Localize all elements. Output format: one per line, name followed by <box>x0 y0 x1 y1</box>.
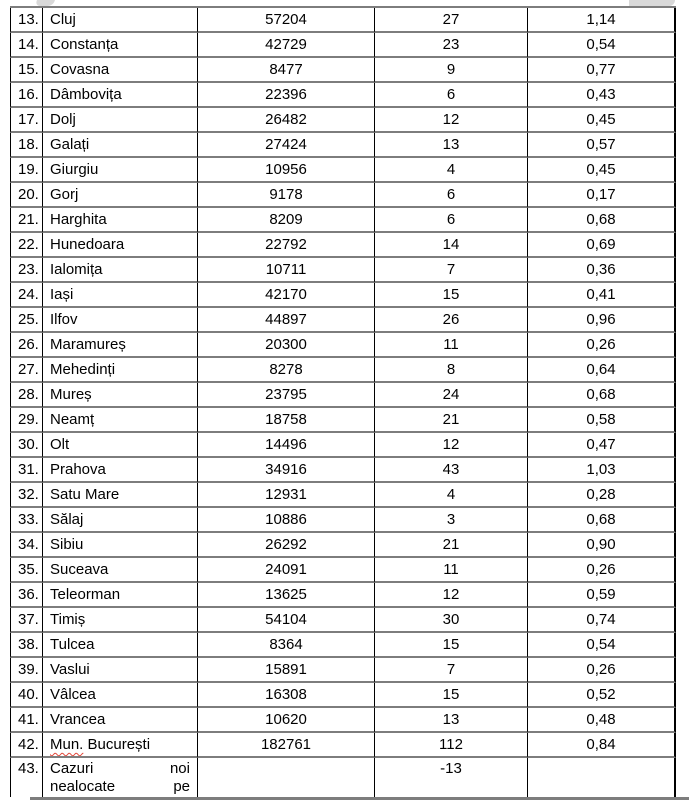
total-cases-cell: 13625 <box>198 583 375 608</box>
county-name-cell: Galați <box>43 133 198 158</box>
word: noi <box>169 760 190 777</box>
county-name-cell: Sălaj <box>43 508 198 533</box>
county-name-cell: Ialomița <box>43 258 198 283</box>
incidence-cell: 0,26 <box>528 333 676 358</box>
county-name-cell: Cluj <box>43 8 198 33</box>
total-cases-cell: 9178 <box>198 183 375 208</box>
new-cases-cell: 15 <box>375 633 528 658</box>
table-row <box>10 583 676 608</box>
table-row <box>10 308 676 333</box>
total-cases-cell: 8278 <box>198 358 375 383</box>
county-name-cell: Mehedinți <box>43 358 198 383</box>
new-cases-cell: 4 <box>375 483 528 508</box>
total-cases-cell: 15891 <box>198 658 375 683</box>
county-name-cell: Vaslui <box>43 658 198 683</box>
incidence-cell: 0,45 <box>528 158 676 183</box>
row-number-cell: 27. <box>10 358 43 383</box>
row-number-cell: 32. <box>10 483 43 508</box>
incidence-cell: 0,68 <box>528 508 676 533</box>
total-cases-cell: 16308 <box>198 683 375 708</box>
table-row <box>10 458 676 483</box>
incidence-cell: 0,26 <box>528 658 676 683</box>
incidence-cell: 0,36 <box>528 258 676 283</box>
total-cases-cell: 27424 <box>198 133 375 158</box>
new-cases-cell: 14 <box>375 233 528 258</box>
row-number-cell: 41. <box>10 708 43 733</box>
new-cases-cell: 12 <box>375 583 528 608</box>
row-number-cell: 19. <box>10 158 43 183</box>
incidence-cell: 1,14 <box>528 8 676 33</box>
row-number-cell: 31. <box>10 458 43 483</box>
incidence-cell: 0,47 <box>528 433 676 458</box>
new-cases-cell: 11 <box>375 333 528 358</box>
total-cases-cell: 22396 <box>198 83 375 108</box>
county-name-cell: Giurgiu <box>43 158 198 183</box>
new-cases-cell: 6 <box>375 183 528 208</box>
new-cases-cell: 112 <box>375 733 528 758</box>
table-row <box>10 683 676 708</box>
county-name-cell: Ilfov <box>43 308 198 333</box>
row-number-cell: 43. <box>10 758 43 797</box>
new-cases-cell: 3 <box>375 508 528 533</box>
incidence-cell: 0,52 <box>528 683 676 708</box>
incidence-cell: 0,17 <box>528 183 676 208</box>
new-cases-cell: 15 <box>375 683 528 708</box>
row-number-cell: 24. <box>10 283 43 308</box>
county-name-cell: Olt <box>43 433 198 458</box>
justified-text-line <box>50 778 190 796</box>
incidence-cell: 0,90 <box>528 533 676 558</box>
county-name-cell: Iași <box>43 283 198 308</box>
table-row <box>10 233 676 258</box>
total-cases-cell: 23795 <box>198 383 375 408</box>
county-data-table <box>10 6 676 797</box>
total-cases-cell: 42170 <box>198 283 375 308</box>
new-cases-cell: 24 <box>375 383 528 408</box>
incidence-cell: 0,58 <box>528 408 676 433</box>
county-name-cell: Timiș <box>43 608 198 633</box>
total-cases-cell: 14496 <box>198 433 375 458</box>
county-name-cell: Gorj <box>43 183 198 208</box>
total-cases-cell: 26482 <box>198 108 375 133</box>
word: nealocate <box>50 778 116 795</box>
incidence-cell: 0,54 <box>528 33 676 58</box>
total-cases-cell: 12931 <box>198 483 375 508</box>
total-cases-cell: 42729 <box>198 33 375 58</box>
incidence-cell: 0,41 <box>528 283 676 308</box>
table-row <box>10 258 676 283</box>
county-name-cell: Prahova <box>43 458 198 483</box>
row-number-cell: 14. <box>10 33 43 58</box>
county-name-cell: Tulcea <box>43 633 198 658</box>
incidence-cell: 0,26 <box>528 558 676 583</box>
row-number-cell: 30. <box>10 433 43 458</box>
total-cases-cell: 8477 <box>198 58 375 83</box>
new-cases-cell: 21 <box>375 533 528 558</box>
row-number-cell: 35. <box>10 558 43 583</box>
county-name-cell: Maramureș <box>43 333 198 358</box>
incidence-cell: 0,68 <box>528 383 676 408</box>
new-cases-cell: -13 <box>375 758 528 797</box>
row-number-cell: 28. <box>10 383 43 408</box>
table-row <box>10 758 676 797</box>
table-row <box>10 208 676 233</box>
total-cases-cell: 22792 <box>198 233 375 258</box>
total-cases-cell: 26292 <box>198 533 375 558</box>
table-row <box>10 108 676 133</box>
new-cases-cell: 6 <box>375 208 528 233</box>
row-number-cell: 20. <box>10 183 43 208</box>
total-cases-cell: 54104 <box>198 608 375 633</box>
new-cases-cell: 12 <box>375 433 528 458</box>
row-number-cell: 29. <box>10 408 43 433</box>
incidence-cell: 0,54 <box>528 633 676 658</box>
new-cases-cell: 7 <box>375 658 528 683</box>
row-number-cell: 33. <box>10 508 43 533</box>
row-number-cell: 36. <box>10 583 43 608</box>
county-name-cell: Satu Mare <box>43 483 198 508</box>
table-row <box>10 633 676 658</box>
incidence-cell: 0,74 <box>528 608 676 633</box>
new-cases-cell: 27 <box>375 8 528 33</box>
table-row <box>10 183 676 208</box>
row-number-cell: 23. <box>10 258 43 283</box>
row-number-cell: 37. <box>10 608 43 633</box>
total-cases-cell: 24091 <box>198 558 375 583</box>
total-cases-cell: 57204 <box>198 8 375 33</box>
county-name-cell: Dolj <box>43 108 198 133</box>
incidence-cell: 0,28 <box>528 483 676 508</box>
row-number-cell: 16. <box>10 83 43 108</box>
incidence-cell: 1,03 <box>528 458 676 483</box>
total-cases-cell: 8364 <box>198 633 375 658</box>
table-row <box>10 408 676 433</box>
county-name-cell: Mureș <box>43 383 198 408</box>
table-row <box>10 83 676 108</box>
county-name-cell: Mun. București <box>43 733 198 758</box>
county-name-cell: Sibiu <box>43 533 198 558</box>
row-number-cell: 25. <box>10 308 43 333</box>
new-cases-cell: 6 <box>375 83 528 108</box>
incidence-cell: 0,69 <box>528 233 676 258</box>
incidence-cell: 0,84 <box>528 733 676 758</box>
incidence-cell <box>528 758 676 797</box>
county-name-cell: Hunedoara <box>43 233 198 258</box>
page-bottom-border <box>30 797 689 800</box>
county-name-cell: Dâmbovița <box>43 83 198 108</box>
new-cases-cell: 13 <box>375 708 528 733</box>
total-cases-cell: 34916 <box>198 458 375 483</box>
table-row <box>10 333 676 358</box>
county-name-cell: Vâlcea <box>43 683 198 708</box>
county-name-cell: Neamț <box>43 408 198 433</box>
table-row <box>10 33 676 58</box>
row-number-cell: 34. <box>10 533 43 558</box>
county-name-cell: Suceava <box>43 558 198 583</box>
new-cases-cell: 7 <box>375 258 528 283</box>
new-cases-cell: 26 <box>375 308 528 333</box>
table-row <box>10 533 676 558</box>
table-row <box>10 133 676 158</box>
table-row <box>10 658 676 683</box>
new-cases-cell: 8 <box>375 358 528 383</box>
total-cases-cell: 8209 <box>198 208 375 233</box>
new-cases-cell: 23 <box>375 33 528 58</box>
word: pe <box>173 778 190 795</box>
row-number-cell: 21. <box>10 208 43 233</box>
total-cases-cell: 10620 <box>198 708 375 733</box>
table-row <box>10 608 676 633</box>
new-cases-cell: 43 <box>375 458 528 483</box>
total-cases-cell <box>198 758 375 797</box>
table-row <box>10 708 676 733</box>
total-cases-cell: 44897 <box>198 308 375 333</box>
total-cases-cell: 18758 <box>198 408 375 433</box>
row-number-cell: 38. <box>10 633 43 658</box>
incidence-cell: 0,64 <box>528 358 676 383</box>
county-name-cell: Vrancea <box>43 708 198 733</box>
county-name-cell: Harghita <box>43 208 198 233</box>
row-number-cell: 18. <box>10 133 43 158</box>
county-name-cell: Covasna <box>43 58 198 83</box>
new-cases-cell: 4 <box>375 158 528 183</box>
table-row <box>10 383 676 408</box>
table-row <box>10 433 676 458</box>
table-row <box>10 8 676 33</box>
incidence-cell: 0,43 <box>528 83 676 108</box>
row-number-cell: 22. <box>10 233 43 258</box>
total-cases-cell: 182761 <box>198 733 375 758</box>
row-number-cell: 26. <box>10 333 43 358</box>
table-row <box>10 358 676 383</box>
table-row <box>10 558 676 583</box>
incidence-cell: 0,59 <box>528 583 676 608</box>
table-body <box>10 8 676 797</box>
total-cases-cell: 10711 <box>198 258 375 283</box>
table-row <box>10 483 676 508</box>
new-cases-cell: 21 <box>375 408 528 433</box>
row-number-cell: 42. <box>10 733 43 758</box>
row-number-cell: 17. <box>10 108 43 133</box>
table-row <box>10 283 676 308</box>
justified-text-line <box>50 760 190 778</box>
row-number-cell: 15. <box>10 58 43 83</box>
incidence-cell: 0,77 <box>528 58 676 83</box>
table-row <box>10 733 676 758</box>
new-cases-cell: 15 <box>375 283 528 308</box>
incidence-cell: 0,48 <box>528 708 676 733</box>
new-cases-cell: 9 <box>375 58 528 83</box>
county-name-cell: Teleorman <box>43 583 198 608</box>
table-row <box>10 58 676 83</box>
incidence-cell: 0,68 <box>528 208 676 233</box>
row-number-cell: 39. <box>10 658 43 683</box>
new-cases-cell: 30 <box>375 608 528 633</box>
new-cases-cell: 13 <box>375 133 528 158</box>
row-number-cell: 40. <box>10 683 43 708</box>
new-cases-cell: 12 <box>375 108 528 133</box>
incidence-cell: 0,96 <box>528 308 676 333</box>
total-cases-cell: 20300 <box>198 333 375 358</box>
table-row <box>10 508 676 533</box>
county-name-cell: Constanța <box>43 33 198 58</box>
total-cases-cell: 10886 <box>198 508 375 533</box>
word: Cazuri <box>50 760 94 777</box>
county-name-cell <box>43 758 198 797</box>
new-cases-cell: 11 <box>375 558 528 583</box>
incidence-cell: 0,57 <box>528 133 676 158</box>
total-cases-cell: 10956 <box>198 158 375 183</box>
misspelled-word: Mun. <box>50 736 84 753</box>
table-row <box>10 158 676 183</box>
row-number-cell: 13. <box>10 8 43 33</box>
incidence-cell: 0,45 <box>528 108 676 133</box>
